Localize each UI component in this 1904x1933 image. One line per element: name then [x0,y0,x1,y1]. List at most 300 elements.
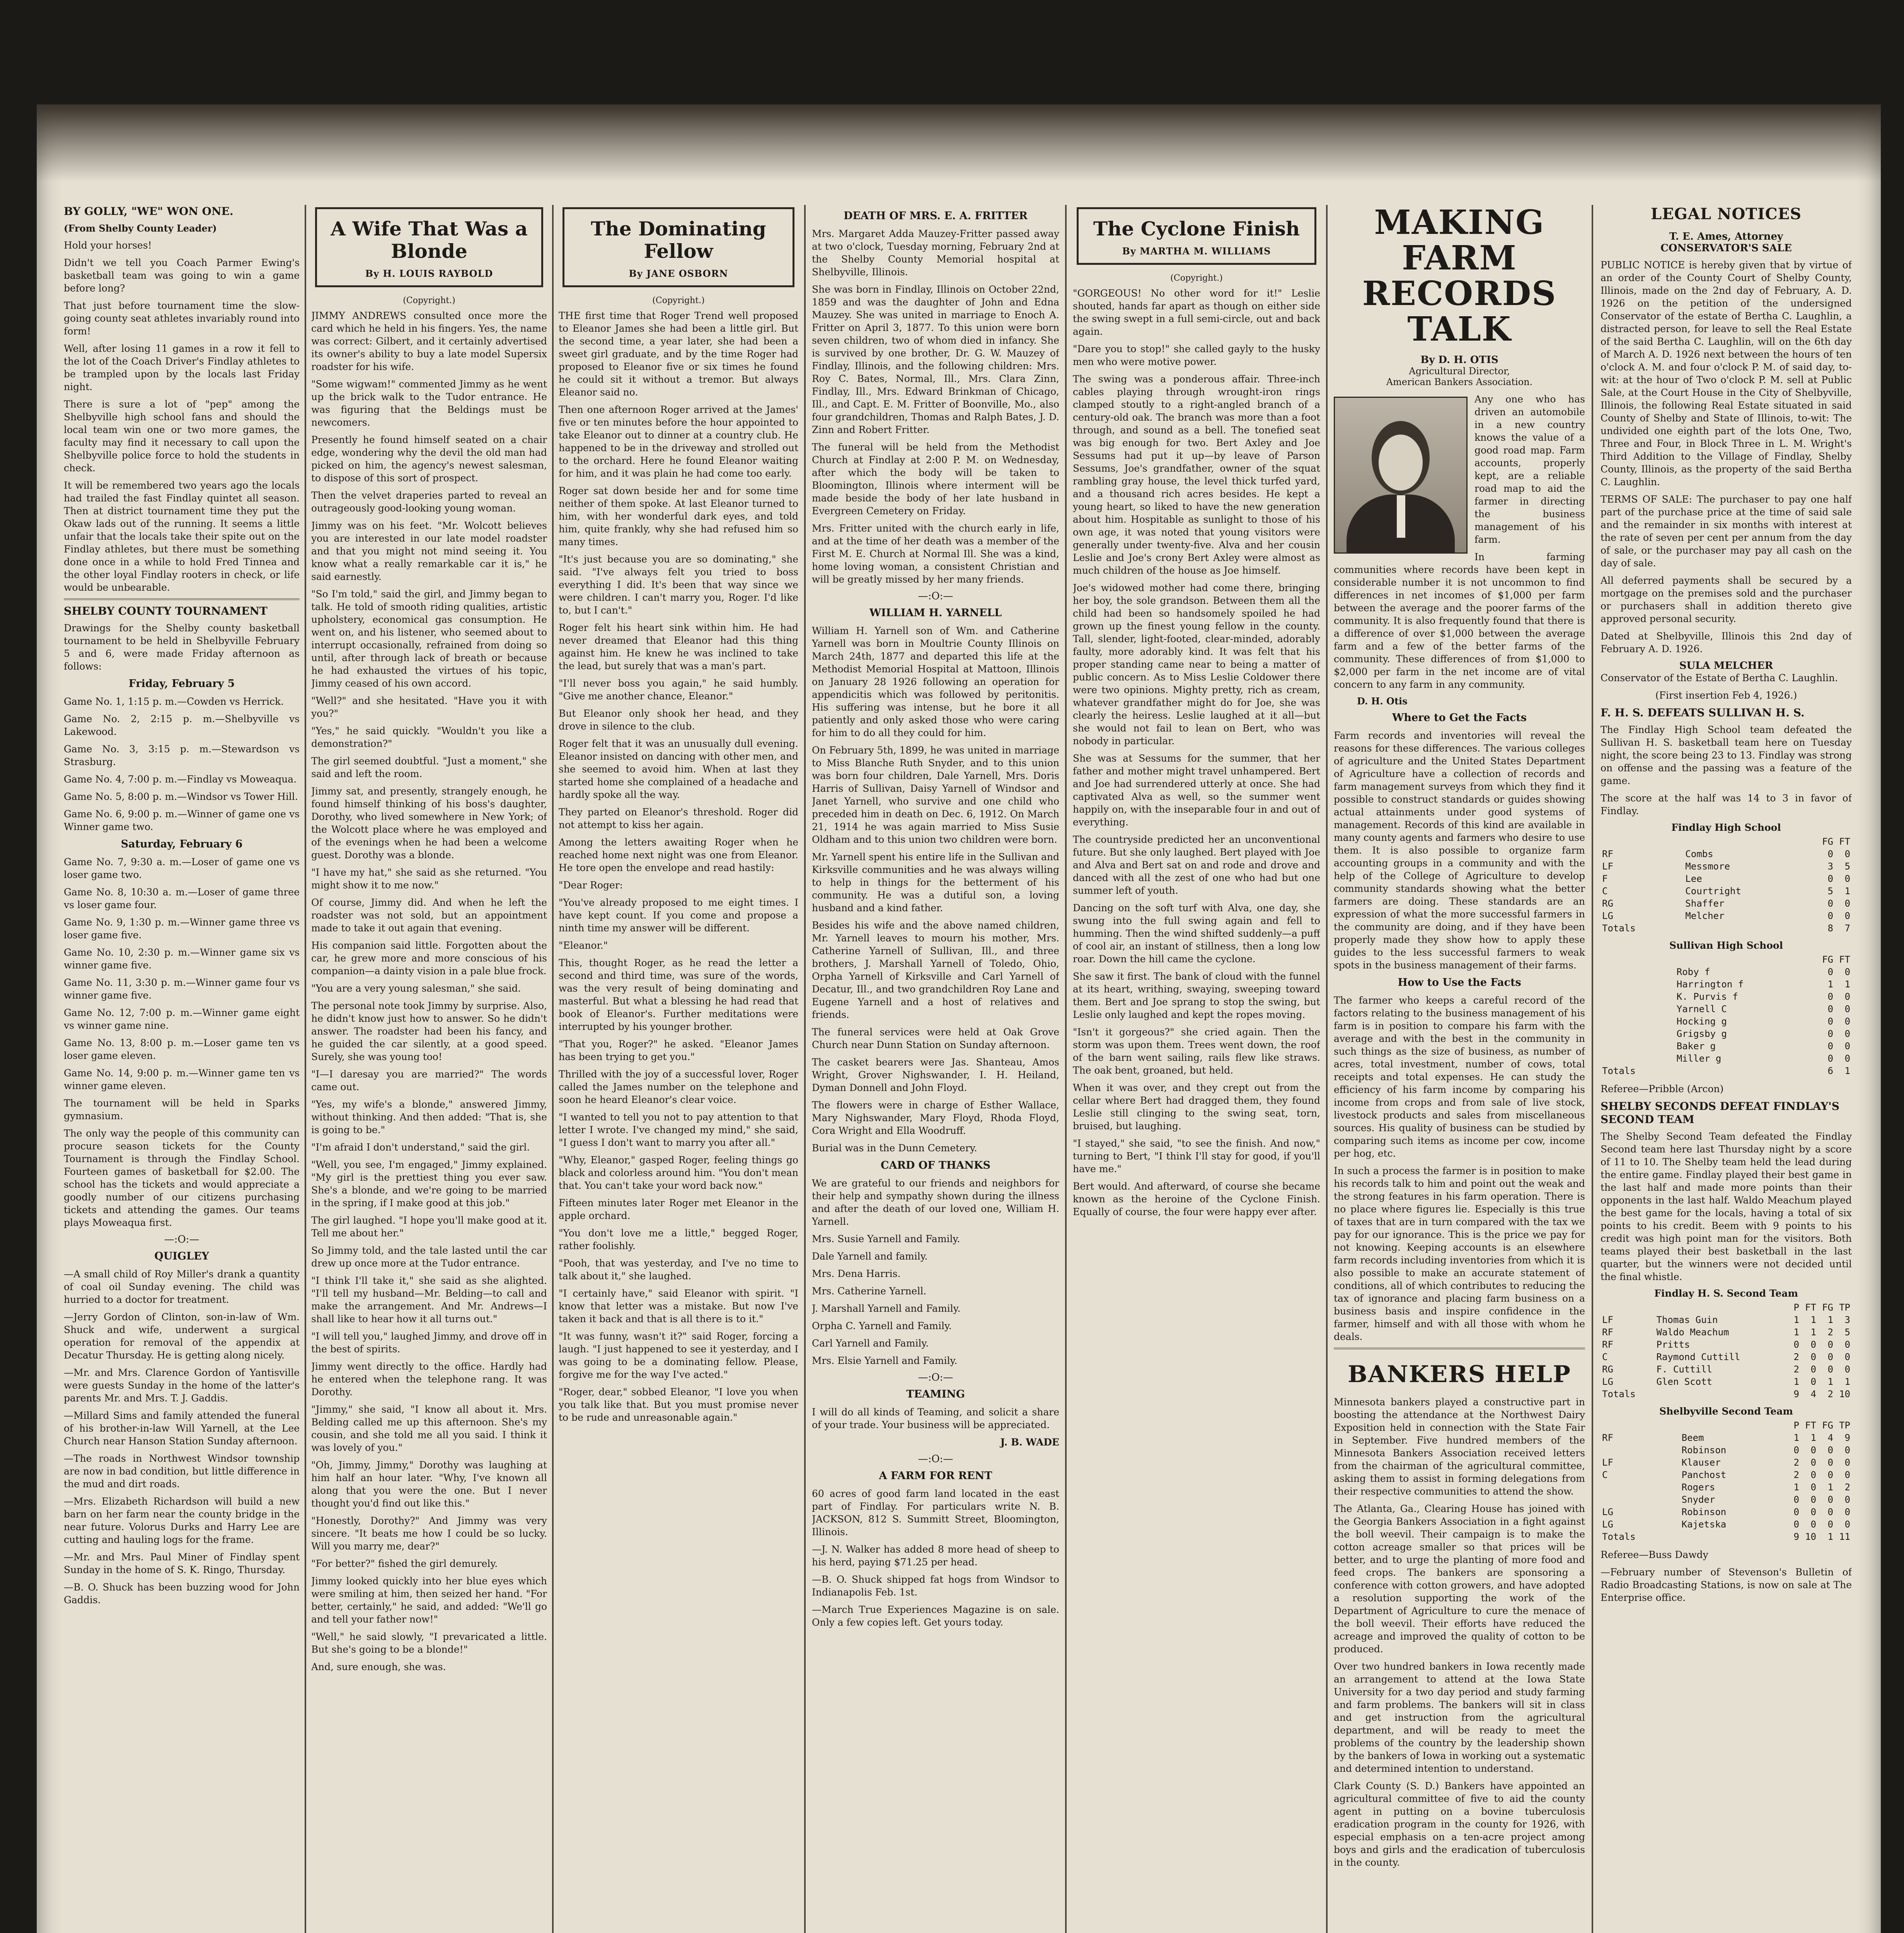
table-row [1601,1326,1852,1338]
paragraph: The Atlanta, Ga., Clearing House has joined with the Georgia Bankers Association in a fight against the boll weevil. Their campaign is to make the cotton acreage smaller so that prices will be better, and to urge the planting of more food and feed crops. The bankers are sponsoring a conference with cotton growers, and have adopted a resolution supporting the work of the Department of Agriculture to cure the menace of the boll weevil. Their efforts have reduced the acreage and improved the quality of cotton to be produced. [1334,1503,1585,1655]
score-cell [1684,922,1818,934]
score-cell: 0 [1844,1004,1850,1014]
paragraph: Jimmy looked quickly into her blue eyes which were smiling at him, then seized her hand. "For better, certainly," he said, and added: "We'll go and tell your father now!" [311,1575,547,1625]
score-cell: 1 [1793,1314,1799,1325]
paragraph: "Eleanor." [559,940,608,951]
paragraph: "You don't love me a little," begged Roger, rather foolishly. [559,1227,798,1251]
score-cell: 9 [1793,1389,1799,1399]
column-obituaries [812,205,1059,1933]
paragraph: His companion said little. Forgotten about the car, he grew more and more conscious of his companion—a dainty vision in a pale blue frock. [311,940,547,977]
score-cell: 1 [1810,1432,1816,1443]
paragraph: "Isn't it gorgeous?" she cried again. Then the storm was upon them. Trees went down, the roof of the barn went sailing, rails flew like straws. The oak bent, groaned, but held. [1073,1026,1320,1076]
paragraph: The Shelby Second Team defeated the Findlay Second team here last Thursday night by a score of 11 to 10. The Shelby team held the lead during the entire game. Findlay played their best game in the last half and made more points than their opponents in the last half. Waldo Meachum played the best game for the locals, having a total of six points to his credit. Beem with 9 points to his credit was high point man for the visitors. Both teams played their best basketball in the last quarter, but the winners were not decided until the final whistle. [1601,1131,1852,1282]
score-cell: 2 [1827,1389,1833,1399]
score-cell: Snyder [1681,1494,1715,1505]
score-cell: 0 [1810,1457,1816,1468]
score-cell [1601,1015,1675,1028]
score-cell: 0 [1827,1445,1833,1456]
score-cell: 0 [1827,1469,1833,1480]
story-title: A Wife That Was a Blonde [331,217,528,263]
score-cell: 1 [1793,1432,1799,1443]
score-cell: 0 [1827,1016,1833,1027]
score-cell: 2 [1827,1327,1833,1338]
byline-role: Agricultural Director, [1409,366,1510,377]
paragraph: TERMS OF SALE: The purchaser to pay one half part of the purchase price at the time of said sale and the remainder in six months with interest at the rate of seven per cent per annum from the day of sale, or the purchaser may pay all cash on the day of sale. [1601,494,1852,569]
score-cell: 0 [1844,1507,1850,1517]
paragraph: Thrilled with the joy of a successful lover, Roger called the James number on the telephone and soon he heard Eleanor's clear voice. [559,1069,798,1105]
score-cell: Waldo Meachum [1656,1327,1729,1338]
score-cell: RF [1602,849,1613,859]
score-cell: 0 [1844,1469,1850,1480]
news-brief: —B. O. Shuck shipped fat hogs from Windsor to Indianapolis Feb. 1st. [812,1574,1059,1598]
score-cell: LF [1602,1457,1613,1468]
score-cell: 1 [1844,1065,1850,1076]
game-listing: Game No. 5, 8:00 p. m.—Windsor vs Tower Hill. [64,791,298,802]
score-cell [1601,1419,1680,1432]
table-row [1601,1493,1852,1506]
score-cell: 0 [1793,1507,1799,1517]
score-cell [1675,953,1818,966]
column-story-cyclone [1073,205,1320,1933]
score-cell: 0 [1827,1364,1833,1375]
paragraph: Besides his wife and the above named children, Mr. Yarnell leaves to mourn his mother, Mrs. Catherine Yarnell of Sullivan, Ill., and three brothers, J. Marshall Yarnell of Toledo, Ohio, Orpha Yarnell of Kirksville and Carl Yarnell of Decatur, Ill., and two grandchildren Roy Lane and Eugene Yarnell and a host of relatives and friends. [812,920,1059,1020]
page-edge-top [37,104,1881,182]
news-brief: —Jerry Gordon of Clinton, son-in-law of Wm. Shuck and wife, underwent a surgical operation for removal of the appendix at Decatur Thursday. He is getting along nicely. [64,1311,300,1361]
paragraph: Mr. Yarnell spent his entire life in the Sullivan and Kirksville communities and he was always willing to help in things for the betterment of his community. He was a dutiful son, a loving husband and a kind father. [812,851,1059,914]
signer-line: Mrs. Dena Harris. [812,1268,901,1279]
game-listing: Game No. 2, 2:15 p. m.—Shelbyville vs Lakewood. [64,713,300,737]
headline-farm-for-rent: A FARM FOR RENT [879,1470,992,1482]
paragraph: But Eleanor only shook her head, and they drove in silence to the club. [559,708,798,732]
paragraph: She saw it first. The bank of cloud with the funnel at its heart, writhing, swaying, sweeping toward them. Bert and Joe sprang to stop the swing, but Leslie only laughed and kept the ropes moving. [1073,971,1320,1020]
paragraph: "That you, Roger?" he asked. "Eleanor James has been trying to get you." [559,1038,798,1062]
game-listing: Game No. 14, 9:00 p. m.—Winner game ten vs winner game eleven. [64,1067,300,1091]
table-row [1601,1015,1852,1028]
news-brief: —Mr. and Mrs. Clarence Gordon of Yantisville were guests Sunday in the home of the latter's parents Mr. and Mrs. T. J. Gaddis. [64,1367,300,1404]
paragraph: It will be remembered two years ago the locals had trailed the fast Findlay quintet all season. Then at district tournament time they put the Okaw lads out of the running. It seems a little unfair that the locals take their spite out on the Findlay athletes, but there must be something done once in a while to hold Fred Tinnea and the other loyal Findlay rooters in check, or life would be unbearable. [64,480,300,593]
table-row [1601,1432,1852,1444]
score-cell: 1 [1827,1376,1833,1387]
score-cell: 10 [1839,1389,1850,1399]
score-cell: Messmore [1685,861,1730,872]
score-cell: Combs [1685,849,1713,859]
paragraph: —February number of Stevenson's Bulletin of Radio Broadcasting Stations, is now on sale at The Enterprise office. [1601,1567,1852,1603]
score-cell [1655,1301,1784,1314]
table-row [1601,1444,1852,1456]
portrait-photo [1334,397,1468,554]
score-cell: 0 [1827,1507,1833,1517]
score-cell: P [1793,1302,1799,1313]
score-cell [1680,1531,1784,1543]
column-story-wife-blonde [311,205,547,1933]
signer-line: Mrs. Elsie Yarnell and Family. [812,1355,958,1366]
score-cell [1601,1444,1680,1456]
score-cell: 0 [1844,1053,1850,1064]
newspaper-page [37,104,1881,1933]
story-title-box [1077,207,1316,265]
signer-line: Carl Yarnell and Family. [812,1338,929,1349]
score-cell: 0 [1827,1457,1833,1468]
headline-by-golly: BY GOLLY, "WE" WON ONE. [64,205,234,218]
score-cell: Courtright [1685,886,1741,897]
news-brief: —Mr. and Mrs. Paul Miner of Findlay spent Sunday in the home of S. K. Ringo, Thursday. [64,1551,300,1575]
score-cell: FG [1822,1420,1833,1431]
paragraph: The funeral will be held from the Methodist Church at Findlay at 2:00 P. M. on Wednesday, after which the body will be taken to Bloomington, Illinois where interment will be made beside the body of her late husband in Evergreen Cemetery on Friday. [812,441,1059,516]
paragraph: "Some wigwam!" commented Jimmy as he went up the brick walk to the Tudor entrance. He was figuring that the Beldings must be newcomers. [311,378,547,428]
paragraph: The girl seemed doubtful. "Just a moment," she said and left the room. [311,755,547,779]
portrait-face [1379,435,1423,491]
score-cell: LG [1602,1376,1613,1387]
box-score-title: Findlay High School [1671,822,1781,833]
score-cell: Yarnell C [1676,1004,1727,1014]
paragraph: "You've already proposed to me eight times. I have kept count. If you come and propose a ninth time my answer will be different. [559,897,798,934]
column-local-sports [64,205,300,1933]
box-score-title: Shelbyville Second Team [1659,1406,1793,1417]
paragraph: The swing was a ponderous affair. Three-inch cables playing through wrought-iron rings clamped stoutly to a right-angled branch of a century-old oak. The branch was more than a foot through, and sound as a bell. The tonefied seat was big enough for two. Bert Axley and Joe Sessums had put it up—by leave of Parson Sessums, Joe's grandfather, owner of the squat rambling gray house, the level thick turfed yard, and a thousand rich acres besides. He kept a young heart, so liked to have the new generation about him. Hospitable as sunlight to those of his own age, it was noted that young visitors were generally under twenty-five. Alva and her cousin Leslie and Joe's crony Bert Axley were almost as much children of the house as Joe himself. [1073,373,1320,576]
table-row [1601,1518,1852,1531]
paragraph: In farming communities where records have been kept in considerable number it is not uncommon to find differences in net incomes of $1,000 per farm between the average and the poorer farms of the community. It is also frequently found that there is a difference of over $1,000 between the average farm and a few of the better farms of the community. These differences of from $1,000 to $2,000 per farm in the net income are of vital concern to any farm in any community. [1334,551,1585,690]
score-cell: Totals [1602,1389,1636,1399]
paragraph: Conservator of the Estate of Bertha C. Laughlin. [1601,672,1838,684]
score-cell: LF [1602,1314,1613,1325]
table-row [1601,910,1852,922]
score-cell: 5 [1844,861,1850,872]
paragraph: Jimmy went directly to the office. Hardly had he entered when the telephone rang. It was Dorothy. [311,1361,547,1398]
signer-line: Mrs. Catherine Yarnell. [812,1285,927,1297]
score-cell: Robinson [1681,1445,1727,1456]
paragraph: "Well, you see, I'm engaged," Jimmy explained. "My girl is the prettiest thing you ever saw. She's a blonde, and we're going to be married in the spring, if I make good at this job." [311,1159,547,1209]
headline-card-of-thanks: CARD OF THANKS [881,1159,990,1171]
signer-line: Orpha C. Yarnell and Family. [812,1320,952,1331]
section-separator: —:O:— [164,1234,199,1245]
byline-role: American Bankers Association. [1386,377,1533,387]
table-row [1601,1506,1852,1518]
column-rule [804,205,806,1933]
paragraph: Of course, Jimmy did. And when he left the roadster was not sold, but an appointment made to take it out again that evening. [311,897,547,934]
score-cell: 0 [1827,991,1833,1002]
score-cell: 0 [1844,898,1850,909]
score-cell: 0 [1810,1364,1816,1375]
paragraph: In such a process the farmer is in position to make his records talk to him and point out the weak and the strong features in his farm operation. There is no place where figures lie. Especially is this true of taxes that are in turn compared with the tax we pay for our ignorance. This is the price we pay for not knowing. Keeping accounts is an elsewhere farm records including inventories from which it is also possible to make an accurate statement of conditions, all of which contributes to reducing the tax of ignorance and placing farm business on a business basis and inspire confidence in the farmer, himself and with all those with whom he deals. [1334,1165,1585,1342]
table-row [1601,1456,1852,1469]
score-cell: LG [1602,1507,1613,1517]
paragraph: Roger felt his heart sink within him. He had never dreamed that Eleanor had this thing against him. He knew he was inclined to take the lead, but surely that was a man's part. [559,622,798,672]
table-row [1601,1351,1852,1363]
score-cell: 0 [1827,1339,1833,1350]
paragraph: "Pooh, that was yesterday, and I've no time to talk about it," she laughed. [559,1258,798,1282]
news-briefs [64,1268,300,1606]
paragraph: Mrs. Fritter united with the church early in life, and at the time of her death was a member of the First M. E. Church at Normal Ill. She was a kind, home loving woman, a consistent Christian and will be greatly missed by her many friends. [812,523,1059,585]
score-cell: Harrington f [1676,979,1744,990]
paragraph: Jimmy was on his feet. "Mr. Wolcott believes you are interested in our late model roadster and that you might not mind seeing it. You know what a really remarkable car it is," he said earnestly. [311,520,547,582]
score-cell: 0 [1844,991,1850,1002]
score-cell: FG [1822,836,1833,847]
table-row [1601,1481,1852,1493]
score-cell: Klauser [1681,1457,1721,1468]
score-cell: Hocking g [1676,1016,1727,1027]
article-body [64,1097,300,1229]
score-cell: 0 [1844,910,1850,921]
score-cell: Shaffer [1685,898,1725,909]
game-listing: Game No. 11, 3:30 p. m.—Winner game four vs winner game five. [64,977,300,1001]
story-body [311,309,547,1673]
news-brief: —J. N. Walker has added 8 more head of sheep to his herd, paying $71.25 per head. [812,1544,1059,1568]
paragraph: "So I'm told," said the girl, and Jimmy began to talk. He told of smooth riding qualities, artistic upholstery, economical gas consumption. He went on, and his listener, who seemed about to interrupt occasionally, refrained from doing so until, after through lack of breath or because he had exhausted the virtues of his topic, Jimmy ceased of his own accord. [311,588,547,689]
insertion-note: (First insertion Feb 4, 1926.) [1655,690,1797,701]
story-title-box [315,207,543,287]
table-row [1601,885,1852,897]
day-heading: Saturday, February 6 [121,838,243,850]
score-cell: Totals [1602,923,1636,934]
score-cell [1601,990,1675,1003]
score-cell: 0 [1810,1494,1816,1505]
score-cell: 0 [1827,910,1833,921]
table-row [1601,1363,1852,1376]
headline-teaming: TEAMING [906,1388,965,1400]
score-cell: Panchost [1681,1469,1727,1480]
score-cell: 0 [1827,1352,1833,1362]
score-cell: 0 [1827,1494,1833,1505]
paragraph: When it was over, and they crept out from the cellar where Bert had dragged them, they found Leslie still clinging to the swing seat, torn, bruised, but laughing. [1073,1082,1320,1132]
score-cell [1601,1493,1680,1506]
score-cell [1601,1028,1675,1040]
score-cell: 9 [1844,1432,1850,1443]
paragraph: "Why, Eleanor," gasped Roger, feeling things go black and colorless around him. "You don't mean that. You can't take your word back now." [559,1154,798,1191]
score-cell: RG [1602,1364,1613,1375]
paragraph: The girl laughed. "I hope you'll make good at it. Tell me about her." [311,1215,547,1239]
score-cell: RG [1602,898,1613,909]
paragraph: The Findlay High School team defeated the Sullivan H. S. basketball team here on Tuesday night, the score being 23 to 13. Findlay was strong on offense and the passing was a feature of the game. [1601,724,1852,786]
game-listing: Game No. 3, 3:15 p. m.—Stewardson vs Strasburg. [64,743,300,767]
headline-shelby-seconds: SHELBY SECONDS DEFEAT FINDLAY'S SECOND TEAM [1601,1100,1839,1126]
score-cell: FG [1822,1302,1833,1313]
score-cell [1601,953,1675,966]
table-total-row [1601,1065,1852,1077]
score-cell: Glen Scott [1656,1376,1713,1387]
box-score-sullivan [1601,953,1852,1077]
paragraph: Farm records and inventories will reveal the reasons for these differences. The various colleges of agriculture and the United States Department of Agriculture have a collection of records and farm management surveys from which they find it possible to construct standards or guides showing actual attainments under good systems of management. Records of this kind are available in many county agents and farmers who desire to use them. It is also possible to organize farm accounting groups in a community and with the help of the College of Agriculture to develop community standards showing what the better farmers are doing. These standards are an expression of what the more successful farmers in the community are doing, and if they have been properly made they show how to apply these guides to the less successful farmers to weak spots in the business management of their farms. [1334,730,1585,971]
score-cell: RF [1602,1327,1613,1338]
paragraph: Among the letters awaiting Roger when he reached home next night was one from Eleanor. He tore open the envelope and read hastily: [559,837,798,873]
score-cell: 0 [1844,873,1850,884]
table-row [1601,848,1852,860]
paragraph: "You are a very young salesman," she said. [311,983,521,994]
paragraph: 60 acres of good farm land located in the east part of Findlay. For particulars write N. B. JACKSON, 812 S. Summitt Street, Bloomington, Illinois. [812,1488,1059,1538]
score-cell: Rogers [1681,1482,1715,1493]
paragraph: "Yes," he said quickly. "Wouldn't you like a demonstration?" [311,725,547,749]
score-cell: 4 [1810,1389,1816,1399]
referee: Referee—Buss Dawdy [1601,1549,1708,1560]
attorney: T. E. Ames, Attorney [1669,231,1783,242]
paragraph: The countryside predicted her an unconventional future. But she only laughed. Bert played with Joe and Alva and Bert sat on and rode and drove and danced with all the zest of one who had but one summer left of youth. [1073,834,1320,896]
game-listing: Game No. 9, 1:30 p. m.—Winner game three vs loser game five. [64,917,300,941]
obituary-body [812,624,1059,1154]
score-cell [1655,1388,1784,1400]
paragraph: "I have my hat," she said as she returned. "You might show it to me now." [311,867,547,891]
paragraph: Fifteen minutes later Roger met Eleanor in the apple orchard. [559,1197,798,1221]
score-cell: Pritts [1656,1339,1690,1350]
table-header [1601,953,1852,966]
story-byline: By JANE OSBORN [629,268,728,279]
score-cell: 1 [1827,1482,1833,1493]
game-listing: Game No. 10, 2:30 p. m.—Winner game six vs winner game five. [64,947,300,971]
game-listing: Game No. 12, 7:00 p. m.—Winner game eight vs winner game nine. [64,1007,300,1031]
score-cell: 7 [1844,923,1850,934]
score-cell: 0 [1827,1053,1833,1064]
column-rule [1592,205,1593,1933]
score-cell: LG [1602,1519,1613,1530]
paragraph: "I will tell you," laughed Jimmy, and drove off in the best of spirits. [311,1331,547,1355]
box-score-title: Sullivan High School [1669,940,1783,951]
table-row [1601,860,1852,873]
paragraph: "Yes, my wife's a blonde," answered Jimmy, without thinking. And then added: "That is, she is going to be." [311,1099,547,1135]
score-cell: C [1602,1469,1608,1480]
signer-line: J. Marshall Yarnell and Family. [812,1303,961,1314]
score-cell: 0 [1827,1041,1833,1052]
score-cell: 0 [1844,1364,1850,1375]
score-cell: 0 [1827,1519,1833,1530]
score-cell: LG [1602,910,1613,921]
score-cell: Totals [1602,1065,1636,1076]
score-cell: 0 [1793,1494,1799,1505]
score-cell: C [1602,1352,1608,1362]
score-cell: 0 [1844,1457,1850,1468]
signer: SULA MELCHER [1679,660,1773,672]
score-cell: 1 [1827,979,1833,990]
news-brief: —Millard Sims and family attended the funeral of his brother-in-law Will Yarnell, at the Lee Church near Hanson Station Sunday afternoon. [64,1410,300,1447]
score-cell: 0 [1827,873,1833,884]
signer-line: Dale Yarnell and family. [812,1251,928,1262]
thanks-signers [812,1232,1059,1367]
table-total-row [1601,1388,1852,1400]
paragraph: The funeral services were held at Oak Grove Church near Dunn Station on Sunday afternoon. [812,1026,1059,1050]
game-listing: Game No. 7, 9:30 a. m.—Loser of game one vs loser game two. [64,856,300,880]
column-rule [552,205,554,1933]
score-cell [1601,966,1675,978]
game-listing: Game No. 6, 9:00 p. m.—Winner of game one vs Winner game two. [64,808,300,832]
game-listing: Game No. 1, 1:15 p. m.—Cowden vs Herrick. [64,696,284,707]
score-cell [1675,1065,1818,1077]
score-cell: Kajetska [1681,1519,1727,1530]
paragraph: "Roger, dear," sobbed Eleanor, "I love you when you talk like that. But you must promise never to be rude and unreasonable again." [559,1386,798,1423]
column-story-dominating-fellow [559,205,798,1933]
paragraph: "I wanted to tell you not to pay attention to that letter I wrote. I've changed my mind," she said, "I guess I don't want to marry you after all." [559,1111,798,1148]
news-brief: —March True Experiences Magazine is on sale. Only a few copies left. Get yours today. [812,1604,1059,1628]
game-list [64,695,300,833]
news-brief: —Mrs. Elizabeth Richardson will build a new barn on her farm near the county bridge in the near future. Volorus Durks and Harry Lee are cutting and hauling logs for the frame. [64,1496,300,1545]
paragraph: There is sure a lot of "pep" among the Shelbyville high school fans and should the local team win one or two more games, the faculty may find it necessary to call upon the Shelbyville police force to hold the students in check. [64,399,300,474]
score-cell [1601,1052,1675,1065]
score-cell: 1 [1844,979,1850,990]
paragraph: "Dare you to stop!" she called gayly to the husky men who were motive power. [1073,343,1320,367]
headline-quigley: QUIGLEY [154,1250,209,1262]
score-cell: 0 [1844,1494,1850,1505]
teaming-signature: J. B. WADE [1000,1437,1059,1448]
article-body [64,256,300,594]
score-cell: Thomas Guin [1656,1314,1718,1325]
paragraph: They parted on Eleanor's threshold. Roger did not attempt to kiss her again. [559,806,798,830]
paragraph: "It's just because you are so dominating," she said. "I've always felt you tried to boss everything I did. It's been that way since we were children. I can't marry you, Roger. I'd like to, but I can't." [559,554,798,616]
story-title-box [563,207,794,287]
score-cell: 0 [1810,1519,1816,1530]
score-cell: FG [1822,954,1833,965]
copyright-note: (Copyright.) [1170,273,1223,283]
sale-head: CONSERVATOR'S SALE [1660,242,1792,254]
game-listing: Game No. 8, 10:30 a. m.—Loser of game three vs loser game four. [64,886,300,910]
paragraph: "Honestly, Dorothy?" And Jimmy was very sincere. "It beats me how I could be so lucky. Will you marry me, dear?" [311,1515,547,1552]
news-brief: —B. O. Shuck has been buzzing wood for John Gaddis. [64,1582,300,1606]
game-list [64,856,300,1092]
section-separator: —:O:— [918,1453,953,1465]
paragraph: Joe's widowed mother had come there, bringing her boy, the sole grandson. Between them all the child had been so handsomely spoiled he had grown up the finest young fellow in the county. Tall, slender, light-footed, clear-minded, adorably faulty, more adorably kind. It was felt that his proper standing came near to being a matter of public concern. As to Miss Leslie Coldower there were two opinions. Mighty pretty, rich as cream, whatever grandfather might do for Joe, she was clearly the heiress. Leslie laughed at it all—but she would not fail to lean on Bert, who was nobody in particular. [1073,582,1320,747]
headline-fhs-defeats-sullivan: F. H. S. DEFEATS SULLIVAN H. S. [1601,706,1805,719]
score-cell: 2 [1844,1482,1850,1493]
score-cell: 0 [1844,849,1850,859]
paragraph: PUBLIC NOTICE is hereby given that by virtue of an order of the County Court of Shelby County, Illinois, made on the 2nd day of February, A. D. 1926 on the petition of the undersigned Conservator of the estate of Bertha C. Laughlin, a distracted person, for leave to sell the Real Estate of the said Bertha C. Laughlin, will on the 6th day of March A. D. 1926 next between the hours of ten o'clock A. M. and four o'clock P. M. of said day, to-wit: at the hour of Two o'clock P. M. sell at Public Sale, at the Court House in the City of Shelbyville, Illinois, the following Real Estate situated in said County of Shelby and State of Illinois, to-wit: The undivided one eighth part of the lots One, Two, Three and Four, in Block Three in L. M. Wright's Third Addition to the Village of Findlay, Shelby County, Illinois, as the property of the said Bertha C. Laughlin. [1601,259,1852,488]
paragraph: Then one afternoon Roger arrived at the James' five or ten minutes before the hour appointed to take Eleanor out to dinner at a country club. He happened to be in the driveway and strolled out to the orchard. Here he found Eleanor waiting for him, and it was plain he had come too early. [559,404,798,479]
score-cell: C [1602,886,1608,897]
paragraph: "Oh, Jimmy, Jimmy," Dorothy was laughing at him half an hour later. "Why, I've known all along that you were the one. But I never thought you'd find out like this." [311,1459,547,1509]
score-cell [1601,835,1684,848]
column-rule [1326,205,1328,1933]
divider [64,598,300,600]
box-score-title: Findlay H. S. Second Team [1654,1288,1798,1299]
score-cell: 10 [1805,1531,1816,1542]
paragraph: "I stayed," she said, "to see the finish. And now," turning to Bert, "I think I'll stay for good, if you'll have me." [1073,1138,1320,1174]
paragraph: We are grateful to our friends and neighbors for their help and sympathy shown during the illness and after the death of our loved one, William H. Yarnell. [812,1178,1059,1227]
table-row [1601,1338,1852,1351]
table-header [1601,1419,1852,1432]
score-cell: 1 [1810,1314,1816,1325]
score-cell: 0 [1793,1445,1799,1456]
paragraph: All deferred payments shall be secured by a mortgage on the premises sold and the purchaser or purchasers shall in addition thereto give approved personal security. [1601,575,1852,624]
table-row [1601,1376,1852,1388]
table-total-row [1601,1531,1852,1543]
table-row [1601,978,1852,990]
paragraph: "I'm afraid I don't understand," said the girl. [311,1142,530,1153]
score-cell: 0 [1810,1352,1816,1362]
source-note: (From Shelby County Leader) [64,223,217,234]
score-cell: 1 [1844,1376,1850,1387]
score-cell: 0 [1827,966,1833,977]
photo-caption: D. H. Otis [1357,695,1408,707]
paragraph: "I'll never boss you again," he said humbly. "Give me another chance, Eleanor." [559,678,798,702]
score-cell: 0 [1827,1004,1833,1014]
score-cell: 1 [1844,886,1850,897]
table-row [1601,1314,1852,1326]
score-cell: 9 [1793,1531,1799,1542]
paragraph: Jimmy sat, and presently, strangely enough, he found himself thinking of his boss's daughter, Dorothy, who lived somewhere in New York; of the Wolcott place where he was employed and of the evenings when he had been a welcome guest. Dorothy was a blonde. [311,786,547,861]
paragraph: Clark County (S. D.) Bankers have appointed an agricultural committee of five to aid the county agent in putting on a bovine tuberculosis eradication program in the county for 1926, with especial emphasis on a ten-acre project among boys and girls and the eradication of tuberculosis in the county. [1334,1780,1585,1868]
score-cell: 11 [1839,1531,1850,1542]
paragraph: "Dear Roger: [559,880,623,891]
article-body [1334,1396,1585,1869]
score-cell [1601,1040,1675,1052]
score-cell: 6 [1827,1065,1833,1076]
score-cell: 0 [1810,1482,1816,1493]
news-brief: —The roads in Northwest Windsor township are now in bad condition, but little difference in the mud and dirt roads. [64,1453,300,1490]
paragraph: Well, after losing 11 games in a row it fell to the lot of the Coach Driver's Findlay athletes to be trampled upon by the locals last Friday night. [64,343,300,392]
game-listing: Game No. 4, 7:00 p. m.—Findlay vs Moweaqua. [64,774,297,785]
day-heading: Friday, February 5 [128,678,235,690]
table-row [1601,1028,1852,1040]
story-title: The Dominating Fellow [591,217,766,263]
score-cell: 0 [1844,1041,1850,1052]
table-row [1601,873,1852,885]
story-byline: By H. LOUIS RAYBOLD [365,268,493,279]
score-cell: Baker g [1676,1041,1716,1052]
story-body [1073,287,1320,1218]
